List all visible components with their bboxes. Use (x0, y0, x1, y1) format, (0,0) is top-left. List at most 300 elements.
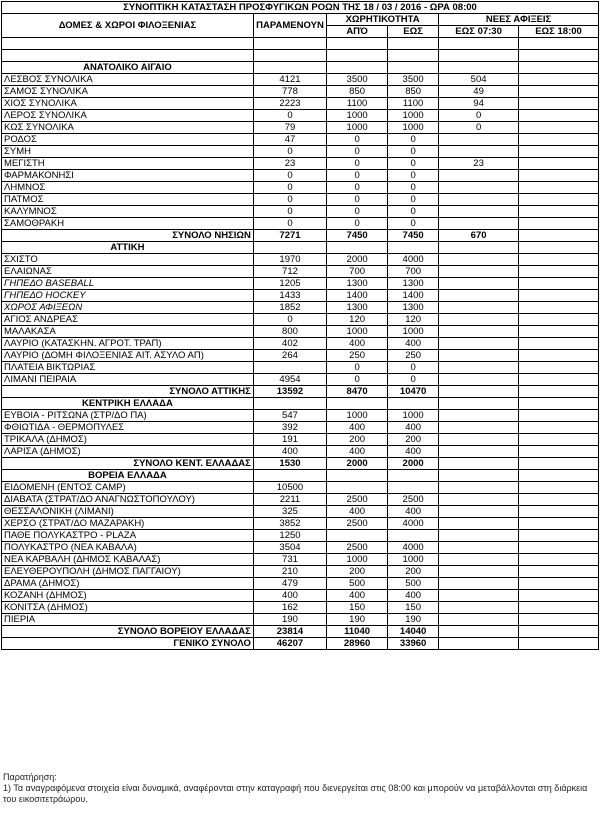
table-row (2, 614, 599, 626)
row-capacity-to: 1000 (388, 410, 439, 422)
row-capacity-from: 200 (327, 434, 388, 446)
row-name: ΚΑΛΥΜΝΟΣ (2, 206, 254, 218)
row-capacity-to: 4000 (388, 542, 439, 554)
row-arrivals-0730: 49 (439, 86, 519, 98)
total-row (2, 458, 599, 470)
table-row (2, 362, 599, 374)
row-arrivals-1800 (519, 506, 599, 518)
row-paramenoun: 1852 (253, 302, 326, 314)
row-name: ΛΙΜΑΝΙ ΠΕΙΡΑΙΑ (2, 374, 254, 386)
footnote-text: 1) Τα αναγραφόμενα στοιχεία είναι δυναμικά, αναφέρονται στην καταγραφή που διενεργείται στις 08:00 και μπορούν να μεταβάλλονται στη διάρκεια του εικοσιτετράωρου. (3, 783, 588, 804)
row-paramenoun: 712 (253, 266, 326, 278)
row-capacity-from: 0 (327, 374, 388, 386)
row-name: ΣΑΜΟΣ ΣΥΝΟΛΙΚΑ (2, 86, 254, 98)
row-arrivals-0730 (439, 290, 519, 302)
row-arrivals-0730 (439, 326, 519, 338)
row-capacity-to: 400 (388, 422, 439, 434)
row-paramenoun: 4954 (253, 374, 326, 386)
row-capacity-from: 700 (327, 266, 388, 278)
row-capacity-to: 10470 (388, 386, 439, 398)
row-capacity-from: 1000 (327, 410, 388, 422)
row-name: ΚΩΣ ΣΥΝΟΛΙΚΑ (2, 122, 254, 134)
header-row-1 (2, 14, 599, 26)
row-capacity-from (327, 482, 388, 494)
row-paramenoun: 0 (253, 218, 326, 230)
row-capacity-from (327, 242, 388, 254)
row-arrivals-0730 (439, 518, 519, 530)
row-capacity-from: 11040 (327, 626, 388, 638)
row-arrivals-1800 (519, 374, 599, 386)
row-arrivals-1800 (519, 254, 599, 266)
row-name: ΚΟΝΙΤΣΑ (ΔΗΜΟΣ) (2, 602, 254, 614)
row-capacity-to: 1000 (388, 326, 439, 338)
row-name: ΜΑΛΑΚΑΣΑ (2, 326, 254, 338)
row-paramenoun: 1433 (253, 290, 326, 302)
row-paramenoun: 400 (253, 446, 326, 458)
row-capacity-from: 3500 (327, 74, 388, 86)
title-row (2, 2, 599, 14)
row-paramenoun (253, 50, 326, 62)
row-paramenoun: 162 (253, 602, 326, 614)
row-paramenoun: 392 (253, 422, 326, 434)
row-arrivals-1800 (519, 122, 599, 134)
header-until-0730: ΕΩΣ 07:30 (439, 26, 519, 38)
row-arrivals-0730 (439, 410, 519, 422)
row-capacity-to: 200 (388, 566, 439, 578)
row-arrivals-1800 (519, 182, 599, 194)
row-capacity-from: 250 (327, 350, 388, 362)
row-arrivals-0730 (439, 602, 519, 614)
row-capacity-to: 500 (388, 578, 439, 590)
table-row (2, 506, 599, 518)
row-arrivals-0730: 0 (439, 110, 519, 122)
row-arrivals-0730: 23 (439, 158, 519, 170)
row-capacity-from: 400 (327, 422, 388, 434)
row-capacity-to: 0 (388, 362, 439, 374)
row-capacity-from: 850 (327, 86, 388, 98)
row-capacity-to: 14040 (388, 626, 439, 638)
row-capacity-from: 0 (327, 182, 388, 194)
row-capacity-to: 0 (388, 146, 439, 158)
row-arrivals-0730: 94 (439, 98, 519, 110)
row-capacity-from: 2000 (327, 458, 388, 470)
row-name: ΛΕΡΟΣ ΣΥΝΟΛΙΚΑ (2, 110, 254, 122)
row-capacity-from: 400 (327, 338, 388, 350)
table-row (2, 338, 599, 350)
row-paramenoun: 23814 (253, 626, 326, 638)
row-paramenoun: 210 (253, 566, 326, 578)
row-arrivals-1800 (519, 590, 599, 602)
row-name: ΡΟΔΟΣ (2, 134, 254, 146)
row-capacity-to: 700 (388, 266, 439, 278)
row-capacity-to (388, 242, 439, 254)
table-row (2, 182, 599, 194)
row-arrivals-1800 (519, 98, 599, 110)
row-arrivals-0730 (439, 638, 519, 650)
row-arrivals-1800 (519, 278, 599, 290)
row-name: ΠΟΛΥΚΑΣΤΡΟ (ΝΕΑ ΚΑΒΑΛΑ) (2, 542, 254, 554)
row-arrivals-0730 (439, 254, 519, 266)
table-row (2, 278, 599, 290)
row-arrivals-0730 (439, 314, 519, 326)
table-row (2, 266, 599, 278)
row-arrivals-0730 (439, 626, 519, 638)
row-arrivals-1800 (519, 350, 599, 362)
row-name: ΔΙΑΒΑΤΑ (ΣΤΡΑΤ/ΔΟ ΑΝΑΓΝΩΣΤΟΠΟΥΛΟΥ) (2, 494, 254, 506)
table-row (2, 518, 599, 530)
row-arrivals-0730 (439, 206, 519, 218)
header-capacity: ΧΩΡΗΤΙΚΟΤΗΤΑ (327, 14, 439, 26)
row-arrivals-0730 (439, 386, 519, 398)
row-arrivals-1800 (519, 566, 599, 578)
row-arrivals-0730 (439, 470, 519, 482)
row-arrivals-0730 (439, 614, 519, 626)
row-capacity-from: 400 (327, 590, 388, 602)
table-row (2, 290, 599, 302)
row-arrivals-1800 (519, 302, 599, 314)
row-arrivals-0730 (439, 134, 519, 146)
row-name (2, 50, 254, 62)
row-capacity-to: 1300 (388, 278, 439, 290)
row-name: ΑΓΙΟΣ ΑΝΔΡΕΑΣ (2, 314, 254, 326)
total-row (2, 626, 599, 638)
row-arrivals-1800 (519, 518, 599, 530)
row-name: ΦΑΡΜΑΚΟΝΗΣΙ (2, 170, 254, 182)
row-arrivals-1800 (519, 494, 599, 506)
row-arrivals-0730 (439, 530, 519, 542)
row-name: ΣΥΝΟΛΟ ΒΟΡΕΙΟΥ ΕΛΛΑΔΑΣ (2, 626, 254, 638)
row-arrivals-0730 (439, 302, 519, 314)
row-paramenoun: 1970 (253, 254, 326, 266)
row-paramenoun: 0 (253, 110, 326, 122)
row-arrivals-0730 (439, 434, 519, 446)
row-capacity-to: 0 (388, 194, 439, 206)
header-arrivals: ΝΕΕΣ ΑΦΙΞΕΙΣ (439, 14, 599, 26)
row-name: ΣΥΝΟΛΟ ΚΕΝΤ. ΕΛΛΑΔΑΣ (2, 458, 254, 470)
table-row (2, 218, 599, 230)
row-arrivals-0730 (439, 278, 519, 290)
table-row (2, 542, 599, 554)
row-arrivals-0730 (439, 242, 519, 254)
row-arrivals-0730 (439, 62, 519, 74)
row-capacity-to: 2500 (388, 494, 439, 506)
row-paramenoun: 47 (253, 134, 326, 146)
row-capacity-from: 1400 (327, 290, 388, 302)
row-capacity-from (327, 62, 388, 74)
row-arrivals-1800 (519, 314, 599, 326)
refugee-status-table (1, 1, 599, 650)
row-paramenoun: 13592 (253, 386, 326, 398)
row-paramenoun: 46207 (253, 638, 326, 650)
row-paramenoun (253, 398, 326, 410)
row-capacity-from (327, 470, 388, 482)
row-arrivals-1800 (519, 146, 599, 158)
row-name: ΛΗΜΝΟΣ (2, 182, 254, 194)
row-arrivals-1800 (519, 218, 599, 230)
row-arrivals-1800 (519, 62, 599, 74)
table-row (2, 422, 599, 434)
table-row (2, 602, 599, 614)
header-name: ΔΟΜΕΣ & ΧΩΡΟΙ ΦΙΛΟΞΕΝΙΑΣ (2, 14, 254, 38)
row-capacity-to: 4000 (388, 518, 439, 530)
row-capacity-to (388, 530, 439, 542)
row-capacity-from: 500 (327, 578, 388, 590)
row-arrivals-0730 (439, 266, 519, 278)
row-arrivals-1800 (519, 338, 599, 350)
row-capacity-from: 2000 (327, 254, 388, 266)
row-paramenoun: 402 (253, 338, 326, 350)
row-capacity-from: 120 (327, 314, 388, 326)
row-arrivals-1800 (519, 206, 599, 218)
row-arrivals-0730 (439, 146, 519, 158)
row-capacity-to: 150 (388, 602, 439, 614)
row-name: ΕΙΔΟΜΕΝΗ (ΕΝΤΟΣ CAMP) (2, 482, 254, 494)
row-arrivals-0730 (439, 578, 519, 590)
row-capacity-to: 250 (388, 350, 439, 362)
row-arrivals-1800 (519, 602, 599, 614)
row-arrivals-0730 (439, 398, 519, 410)
row-paramenoun: 0 (253, 206, 326, 218)
row-capacity-from (327, 398, 388, 410)
row-capacity-from: 1100 (327, 98, 388, 110)
row-capacity-from: 1300 (327, 278, 388, 290)
row-name: ΣΥΝΟΛΟ ΝΗΣΙΩΝ (2, 230, 254, 242)
table-row (2, 170, 599, 182)
row-paramenoun: 778 (253, 86, 326, 98)
row-arrivals-0730 (439, 170, 519, 182)
row-capacity-to: 1000 (388, 110, 439, 122)
row-arrivals-1800 (519, 398, 599, 410)
row-capacity-to: 7450 (388, 230, 439, 242)
row-name (2, 38, 254, 50)
row-capacity-from: 1300 (327, 302, 388, 314)
row-paramenoun: 0 (253, 170, 326, 182)
row-arrivals-0730 (439, 194, 519, 206)
table-row (2, 302, 599, 314)
table-row (2, 134, 599, 146)
row-arrivals-0730 (439, 350, 519, 362)
row-arrivals-1800 (519, 110, 599, 122)
row-paramenoun (253, 362, 326, 374)
row-capacity-to: 33960 (388, 638, 439, 650)
section-row (2, 470, 599, 482)
row-capacity-to: 0 (388, 374, 439, 386)
row-capacity-from: 200 (327, 566, 388, 578)
row-capacity-to (388, 470, 439, 482)
row-paramenoun: 191 (253, 434, 326, 446)
row-arrivals-1800 (519, 626, 599, 638)
row-arrivals-1800 (519, 458, 599, 470)
row-paramenoun: 4121 (253, 74, 326, 86)
table-row (2, 446, 599, 458)
table-row (2, 554, 599, 566)
row-name: ΜΕΓΙΣΤΗ (2, 158, 254, 170)
row-arrivals-0730: 504 (439, 74, 519, 86)
table-row (2, 566, 599, 578)
row-paramenoun: 79 (253, 122, 326, 134)
row-paramenoun: 3852 (253, 518, 326, 530)
row-capacity-to: 1100 (388, 98, 439, 110)
row-arrivals-0730 (439, 338, 519, 350)
row-capacity-to: 0 (388, 158, 439, 170)
row-name: ΚΕΝΤΡΙΚΗ ΕΛΛΑΔΑ (2, 398, 254, 410)
row-capacity-from: 28960 (327, 638, 388, 650)
row-arrivals-0730 (439, 50, 519, 62)
table-row (2, 350, 599, 362)
row-name: ΛΑΡΙΣΑ (ΔΗΜΟΣ) (2, 446, 254, 458)
table-row (2, 374, 599, 386)
row-paramenoun: 1205 (253, 278, 326, 290)
table-row (2, 578, 599, 590)
row-capacity-from: 400 (327, 506, 388, 518)
row-paramenoun: 400 (253, 590, 326, 602)
row-paramenoun: 23 (253, 158, 326, 170)
row-name: ΘΕΣΣΑΛΟΝΙΚΗ (ΛΙΜΑΝΙ) (2, 506, 254, 518)
row-arrivals-1800 (519, 578, 599, 590)
table-row (2, 494, 599, 506)
total-row (2, 638, 599, 650)
row-name: ΛΕΣΒΟΣ ΣΥΝΟΛΙΚΑ (2, 74, 254, 86)
row-name: ΣΧΙΣΤΟ (2, 254, 254, 266)
row-arrivals-1800 (519, 242, 599, 254)
row-paramenoun (253, 62, 326, 74)
row-capacity-to: 2000 (388, 458, 439, 470)
footnote-heading: Παρατήρηση: (3, 772, 57, 782)
row-capacity-from: 2500 (327, 518, 388, 530)
row-paramenoun: 479 (253, 578, 326, 590)
row-capacity-from: 0 (327, 194, 388, 206)
row-capacity-to: 1000 (388, 122, 439, 134)
row-arrivals-1800 (519, 638, 599, 650)
header-until-1800: ΕΩΣ 18:00 (519, 26, 599, 38)
row-capacity-to (388, 398, 439, 410)
row-arrivals-0730 (439, 446, 519, 458)
row-arrivals-0730 (439, 38, 519, 50)
row-paramenoun: 10500 (253, 482, 326, 494)
row-arrivals-1800 (519, 614, 599, 626)
row-capacity-to: 120 (388, 314, 439, 326)
row-arrivals-0730 (439, 218, 519, 230)
row-capacity-to: 0 (388, 206, 439, 218)
row-name: ΧΕΡΣΟ (ΣΤΡΑΤ/ΔΟ ΜΑΖΑΡΑΚΗ) (2, 518, 254, 530)
row-capacity-from: 2500 (327, 542, 388, 554)
row-capacity-from: 1000 (327, 554, 388, 566)
row-arrivals-0730 (439, 506, 519, 518)
table-row (2, 122, 599, 134)
row-paramenoun: 731 (253, 554, 326, 566)
row-paramenoun (253, 470, 326, 482)
row-name: ΒΟΡΕΙΑ ΕΛΛΑΔΑ (2, 470, 254, 482)
row-paramenoun: 3504 (253, 542, 326, 554)
section-row (2, 398, 599, 410)
row-capacity-to (388, 62, 439, 74)
row-paramenoun: 2211 (253, 494, 326, 506)
row-arrivals-1800 (519, 290, 599, 302)
table-row (2, 110, 599, 122)
row-capacity-from: 0 (327, 218, 388, 230)
table-row (2, 86, 599, 98)
table-row (2, 158, 599, 170)
row-capacity-from: 0 (327, 170, 388, 182)
table-row (2, 590, 599, 602)
row-name: ΓΗΠΕΔΟ HOCKEY (2, 290, 254, 302)
row-capacity-to: 4000 (388, 254, 439, 266)
row-capacity-to: 400 (388, 338, 439, 350)
row-arrivals-0730: 0 (439, 122, 519, 134)
row-paramenoun: 1530 (253, 458, 326, 470)
row-name: ΣΥΜΗ (2, 146, 254, 158)
row-capacity-from: 190 (327, 614, 388, 626)
row-name: ΕΛΕΥΘΕΡΟΥΠΟΛΗ (ΔΗΜΟΣ ΠΑΓΓΑΙΟΥ) (2, 566, 254, 578)
row-arrivals-1800 (519, 74, 599, 86)
row-name: ΠΑΘΕ ΠΟΛΥΚΑΣΤΡΟ - PLAZA (2, 530, 254, 542)
row-name: ΣΥΝΟΛΟ ΑΤΤΙΚΗΣ (2, 386, 254, 398)
row-paramenoun: 0 (253, 194, 326, 206)
row-arrivals-0730 (439, 590, 519, 602)
row-name: ΑΤΤΙΚΗ (2, 242, 254, 254)
table-row (2, 146, 599, 158)
row-capacity-from (327, 38, 388, 50)
row-paramenoun: 800 (253, 326, 326, 338)
row-arrivals-0730 (439, 458, 519, 470)
row-capacity-from: 1000 (327, 326, 388, 338)
row-capacity-from: 8470 (327, 386, 388, 398)
row-name: ΛΑΥΡΙΟ (ΔΟΜΗ ΦΙΛΟΞΕΝΙΑΣ ΑΙΤ. ΑΣΥΛΟ ΑΠ) (2, 350, 254, 362)
row-capacity-from: 7450 (327, 230, 388, 242)
table-row (2, 326, 599, 338)
row-paramenoun: 0 (253, 146, 326, 158)
table-row (2, 314, 599, 326)
row-paramenoun: 264 (253, 350, 326, 362)
row-paramenoun: 7271 (253, 230, 326, 242)
row-capacity-to: 400 (388, 590, 439, 602)
row-capacity-from (327, 530, 388, 542)
table-row (2, 206, 599, 218)
row-arrivals-1800 (519, 470, 599, 482)
row-paramenoun: 547 (253, 410, 326, 422)
row-name: ΝΕΑ ΚΑΡΒΑΛΗ (ΔΗΜΟΣ ΚΑΒΑΛΑΣ) (2, 554, 254, 566)
row-arrivals-1800 (519, 230, 599, 242)
row-capacity-to (388, 50, 439, 62)
row-capacity-to: 200 (388, 434, 439, 446)
table-row (2, 254, 599, 266)
row-name: ΤΡΙΚΑΛΑ (ΔΗΜΟΣ) (2, 434, 254, 446)
row-arrivals-1800 (519, 266, 599, 278)
row-arrivals-1800 (519, 530, 599, 542)
row-capacity-from: 1000 (327, 110, 388, 122)
row-capacity-to: 0 (388, 170, 439, 182)
section-row (2, 62, 599, 74)
row-arrivals-1800 (519, 542, 599, 554)
header-to: ΕΩΣ (388, 26, 439, 38)
table-row (2, 74, 599, 86)
row-capacity-from: 400 (327, 446, 388, 458)
row-capacity-from: 1000 (327, 122, 388, 134)
row-arrivals-1800 (519, 422, 599, 434)
row-paramenoun (253, 38, 326, 50)
row-name: ΚΟΖΑΝΗ (ΔΗΜΟΣ) (2, 590, 254, 602)
header-from: ΑΠΌ (327, 26, 388, 38)
row-arrivals-1800 (519, 194, 599, 206)
row-name: ΣΑΜΟΘΡΑΚΗ (2, 218, 254, 230)
row-paramenoun: 0 (253, 182, 326, 194)
row-capacity-to: 400 (388, 506, 439, 518)
row-capacity-to: 1000 (388, 554, 439, 566)
row-arrivals-1800 (519, 386, 599, 398)
table-row (2, 194, 599, 206)
table-row (2, 98, 599, 110)
row-name: ΑΝΑΤΟΛΙΚΟ ΑΙΓΑΙΟ (2, 62, 254, 74)
